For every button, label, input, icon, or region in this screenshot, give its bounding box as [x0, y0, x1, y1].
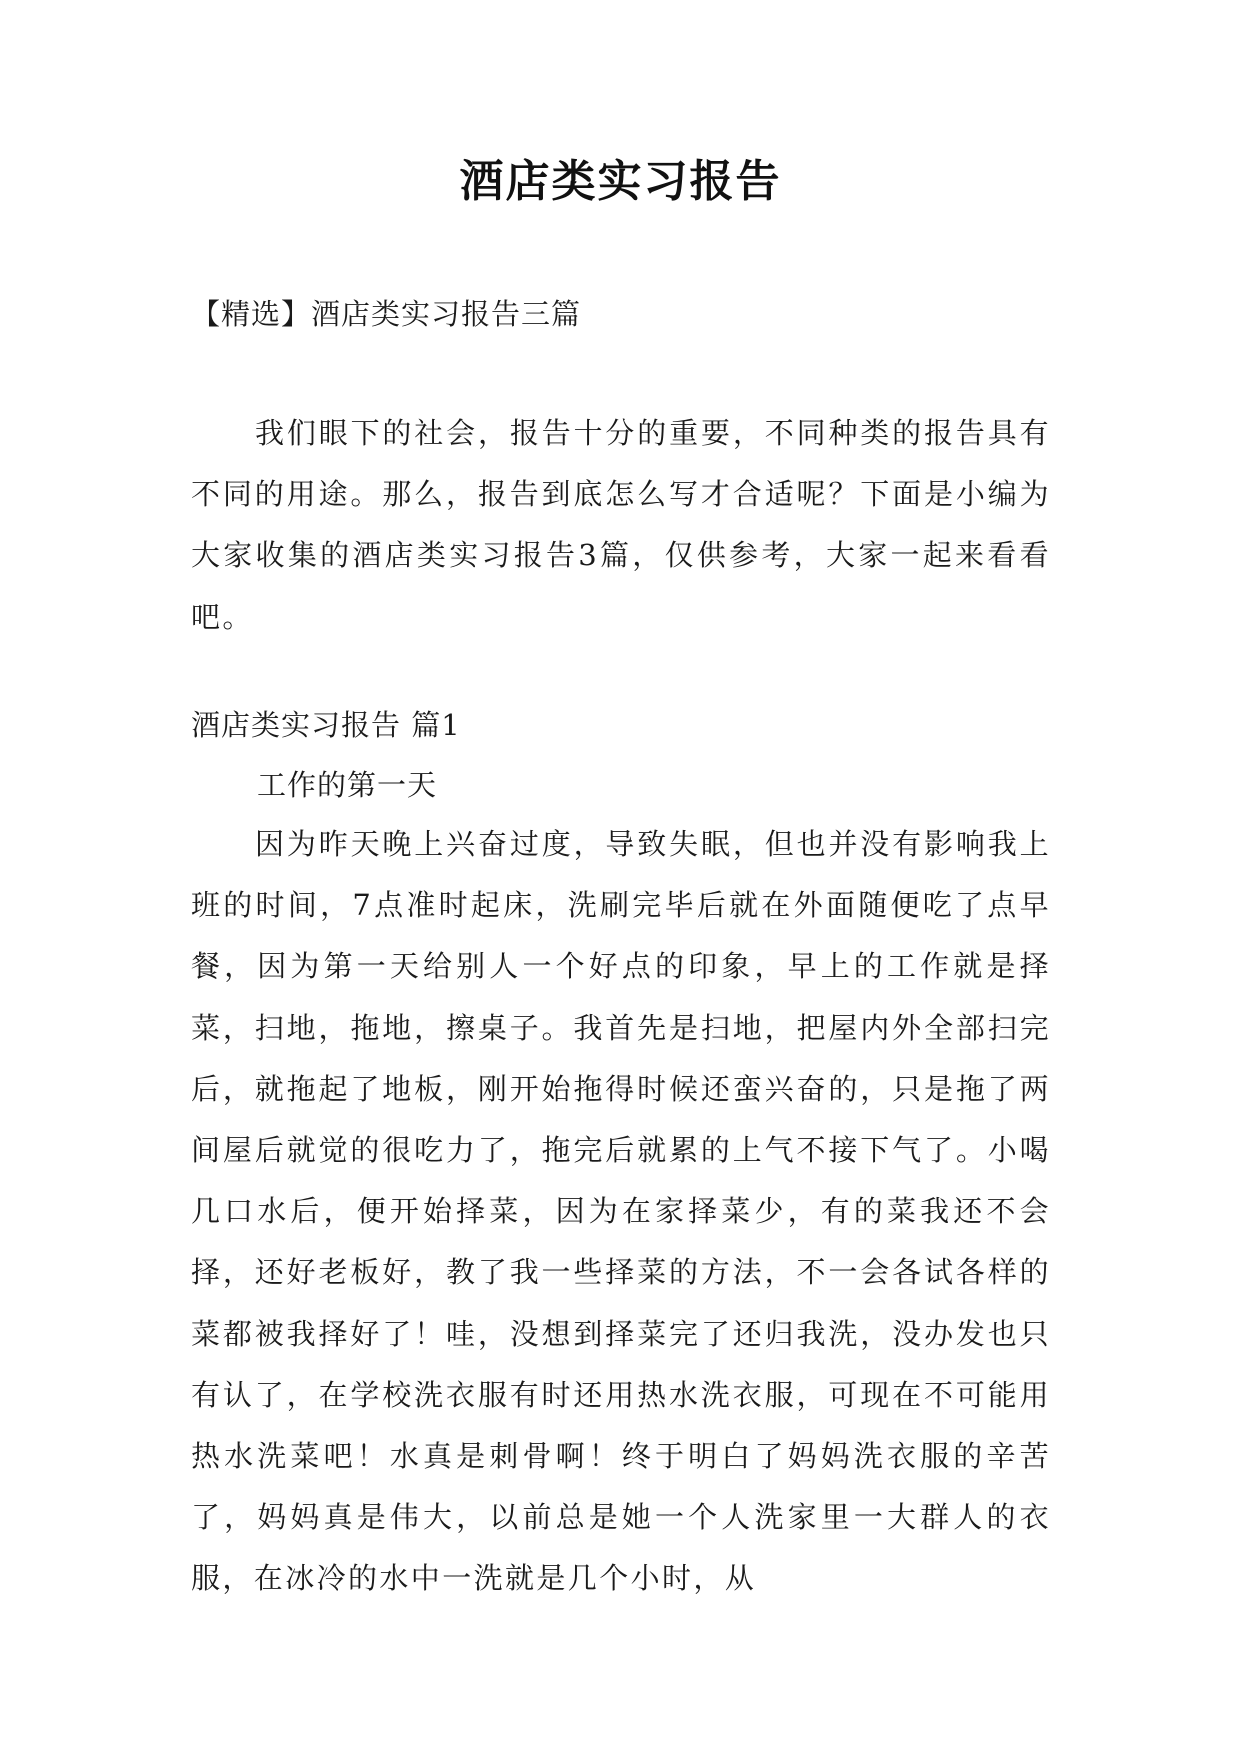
document-subtitle: 【精选】酒店类实习报告三篇: [191, 297, 582, 331]
document-title: 酒店类实习报告: [459, 156, 782, 207]
body-paragraph: 因为昨天晚上兴奋过度，导致失眠，但也并没有影响我上班的时间，7点准时起床，洗刷完毕后就在外面随便吃了点早餐，因为第一天给别人一个好点的印象，早上的工作就是择菜，扫地，拖地，擦桌子。我首先是扫地，把屋内外全部扫完后，就拖起了地板，刚开始拖得时候还蛮兴奋的，只是拖了两间屋后就觉的很吃力了，拖完后就累的上气不接下气了。小喝几口水后，便开始择菜，因为在家择菜少，有的菜我还不会择，还好老板好，教了我一些择菜的方法，不一会各试各样的菜都被我择好了！哇，没想到择菜完了还归我洗，没办发也只有认了，在学校洗衣服有时还用热水洗衣服，可现在不可能用热水洗菜吧！水真是刺骨啊！终于明白了妈妈洗衣服的辛苦了，妈妈真是伟大，以前总是她一个人洗家里一大群人的衣服，在冰冷的水中一洗就是几个小时，从: [191, 827, 1051, 1596]
section-heading: 酒店类实习报告 篇1: [191, 708, 461, 742]
intro-paragraph: 我们眼下的社会，报告十分的重要，不同种类的报告具有不同的用途。那么，报告到底怎么写才合适呢？下面是小编为大家收集的酒店类实习报告3篇，仅供参考，大家一起来看看吧。: [191, 416, 1051, 634]
day-heading: 工作的第一天: [257, 768, 438, 802]
